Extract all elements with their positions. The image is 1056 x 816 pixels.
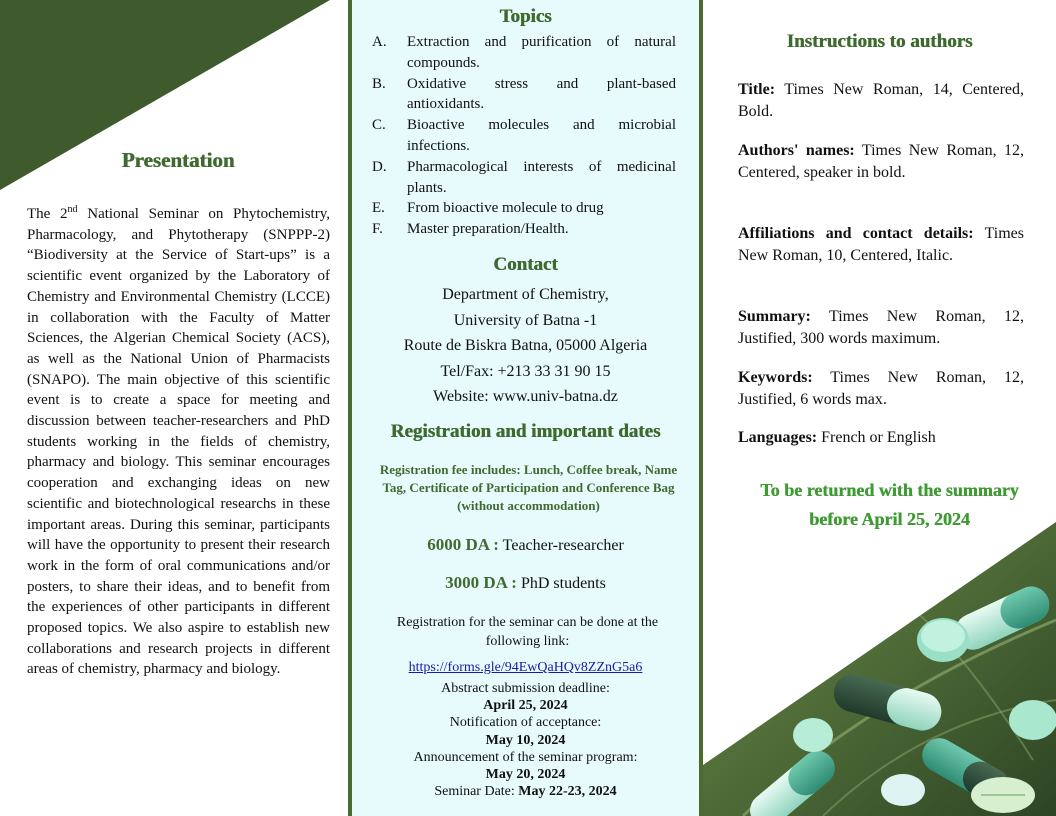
return-deadline: before April 25, 2024 — [809, 509, 970, 529]
topic-item: D. Pharmacological interests of medicinal plants. — [372, 158, 676, 196]
topics-heading: Topics — [499, 6, 552, 27]
contact-info — [352, 282, 699, 410]
registration-heading: Registration and important dates — [390, 421, 661, 442]
date-label: Announcement of the seminar program: — [413, 749, 638, 765]
presentation-heading: Presentation — [121, 148, 235, 172]
topic-item: A. Extraction and purification of natural compounds. — [372, 34, 676, 71]
instruction-affiliations: Affiliations and contact details: Times New Roman, 10, Centered, Italic. — [738, 225, 1025, 264]
registration-fee-includes: Registration fee includes: Lunch, Coffee break, Name Tag, Certificate of Participation and Conference Bag (without accommodation) — [379, 462, 678, 513]
instruction-authors: Authors' names: Times New Roman, 12, Centered, speaker in bold. — [738, 142, 1024, 181]
date-value: April 25, 2024 — [483, 698, 568, 714]
topics-list — [370, 32, 676, 240]
instructions-panel — [703, 0, 1056, 816]
topics-contact-panel — [348, 0, 703, 816]
return-note — [723, 476, 1056, 534]
presentation-panel — [0, 0, 350, 816]
instructions-heading: Instructions to authors — [786, 31, 973, 52]
topic-item: C. Bioactive molecules and microbial infections. — [372, 117, 676, 154]
date-label: Notification of acceptance: — [449, 715, 602, 731]
topic-item: E. From bioactive molecule to drug — [372, 200, 604, 217]
registration-link[interactable]: https://forms.gle/94EwQaHQv8ZZnG5a6 — [408, 660, 643, 675]
instruction-keywords: Keywords: Times New Roman, 12, Justified, 6 words max. — [738, 369, 1024, 408]
instruction-languages: Languages: French or English — [738, 429, 936, 446]
contact-website: Website: www.univ-batna.dz — [433, 388, 618, 405]
instruction-summary: Summary: Times New Roman, 12, Justified, 300 words maximum. — [738, 308, 1024, 347]
instruction-title: Title: Times New Roman, 14, Centered, Bold. — [738, 81, 1024, 120]
contact-heading: Contact — [493, 254, 558, 275]
seminar-date: Seminar Date: May 22-23, 2024 — [434, 784, 617, 800]
presentation-text: The 2nd National Seminar on Phytochemistry, Pharmacology, and Phytotherapy (SNPPP-2) “Biodiversity at the Service of Start-ups” is a scientific event organized by the Laboratory of Chemistry and Environmental Chemistry (LCCE) in collaboration with the Faculty of Matter Sciences, the Algerian Chemical Society (ACS), as well as the National Union of Pharmacists (SNAPO). The main objective of this scientific event is to create a space for meeting and discussion between teacher-researchers and PhD students working in the fields of chemistry, pharmacy and biology. This seminar encourages cooperation and exchanging ideas on new scientific and biotechnological researchs in these important areas. During this seminar, participants will have the opportunity to present their research work in the form of oral communications and/or posters, to share their ideas, and to benefit from the experiences of other participants in different proposed topics. We also aspire to establish new collaborations and research projects in different areas of chemistry, pharmacy and biology. — [27, 204, 330, 678]
contact-phone: Tel/Fax: +213 33 31 90 15 — [440, 362, 611, 380]
contact-address: Route de Biskra Batna, 05000 Algeria — [403, 337, 648, 354]
price-phd: 3000 DA : PhD students — [445, 573, 606, 592]
return-note-line: To be returned with the summary — [760, 480, 1019, 500]
topic-item: F. Master preparation/Health. — [372, 221, 569, 238]
contact-department: Department of Chemistry, — [442, 286, 609, 303]
topic-item: B. Oxidative stress and plant-based antioxidants. — [372, 75, 676, 113]
registration-info: Registration for the seminar can be done at the following link: — [396, 615, 659, 649]
date-value: May 10, 2024 — [485, 732, 566, 748]
date-value: May 20, 2024 — [485, 767, 566, 783]
important-dates — [352, 680, 699, 800]
date-label: Abstract submission deadline: — [441, 681, 610, 696]
contact-university: University of Batna -1 — [453, 311, 598, 329]
price-teacher: 6000 DA : Teacher-researcher — [427, 535, 624, 554]
